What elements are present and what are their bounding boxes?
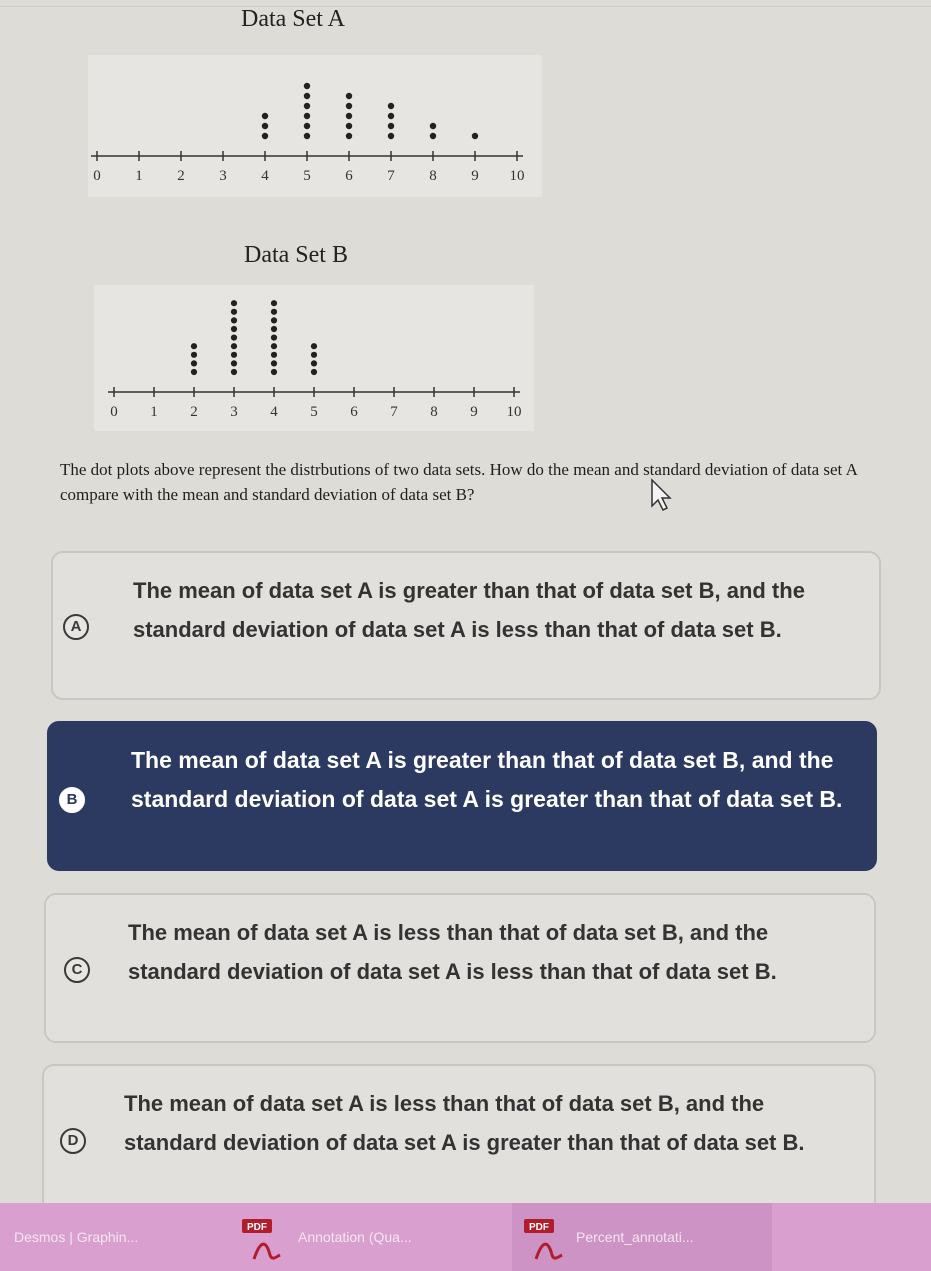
plot-a-dot	[346, 113, 352, 119]
plot-b-dot	[231, 317, 237, 323]
plot-a-tick-label: 10	[509, 168, 525, 184]
svg-text:PDF: PDF	[529, 1222, 549, 1233]
plot-b-tick-label: 4	[270, 404, 278, 420]
plot-a-tick-label: 2	[177, 168, 185, 184]
plot-b-dot	[191, 360, 197, 366]
taskbar-item-percent-label: Percent_annotati...	[576, 1229, 694, 1245]
plot-a-dot	[346, 133, 352, 139]
plot-b-tick-label: 6	[350, 404, 358, 420]
plot-a-svg	[88, 55, 542, 197]
plot-b-dot	[191, 343, 197, 349]
plot-b-dot	[191, 352, 197, 358]
mouse-pointer-icon	[650, 478, 674, 512]
plot-b-tick-label: 3	[230, 404, 238, 420]
plot-b-dot	[271, 369, 277, 375]
choice-c-text: The mean of data set A is less than that of data set B, and the standard deviation of data set A is less than that of data set B.	[128, 920, 777, 984]
choice-b[interactable]	[47, 721, 877, 871]
plot-a-dot	[388, 113, 394, 119]
taskbar-item-desmos-label: Desmos | Graphin...	[14, 1229, 139, 1245]
plot-a-dot	[304, 113, 310, 119]
plot-a-tick-label: 5	[303, 168, 311, 184]
question-text: The dot plots above represent the distrbutions of two data sets. How do the mean and standard deviation of data set A compare with the mean and standard deviation of data set B?	[60, 460, 857, 504]
plot-b-tick-label: 9	[470, 404, 478, 420]
choice-a-text: The mean of data set A is greater than that of data set B, and the standard deviation of data set A is less than that of data set B.	[133, 578, 805, 642]
plot-b-dot	[311, 369, 317, 375]
plot-b-dot	[271, 317, 277, 323]
plot-a-dot	[346, 103, 352, 109]
plot-a-dot	[304, 133, 310, 139]
plot-b-dot	[231, 309, 237, 315]
plot-a-tick-label: 1	[135, 168, 143, 184]
plot-a-dot	[430, 123, 436, 129]
plot-b-dot	[271, 326, 277, 332]
plot-b-title: Data Set B	[244, 242, 348, 268]
plot-b-tick-label: 2	[190, 404, 198, 420]
plot-a-dot	[262, 133, 268, 139]
plot-b-dot	[271, 335, 277, 341]
plot-b-dot	[311, 343, 317, 349]
top-rule	[0, 6, 931, 7]
taskbar-item-annotation[interactable]	[230, 1203, 498, 1271]
plot-a-tick-label: 6	[345, 168, 353, 184]
choice-b-letter: B	[59, 787, 85, 813]
plot-b-dot	[311, 352, 317, 358]
plot-b-tick-label: 8	[430, 404, 438, 420]
plot-a-dot	[262, 113, 268, 119]
plot-b-dot	[311, 360, 317, 366]
taskbar-item-annotation-label: Annotation (Qua...	[298, 1229, 412, 1245]
choice-d-text: The mean of data set A is less than that of data set B, and the standard deviation of data set A is greater than that of data set B.	[124, 1091, 805, 1155]
plot-b-dot	[231, 326, 237, 332]
plot-a-tick-label: 8	[429, 168, 437, 184]
plot-b-dot	[191, 369, 197, 375]
plot-b-tick-label: 7	[390, 404, 398, 420]
choice-b-text: The mean of data set A is greater than that of data set B, and the standard deviation of data set A is greater than that of data set B.	[131, 747, 843, 812]
plot-b-dot	[231, 352, 237, 358]
plot-b-dot	[271, 309, 277, 315]
choice-d-letter: D	[60, 1128, 86, 1154]
plot-a-tick-label: 9	[471, 168, 479, 184]
plot-b-tick-label: 10	[506, 404, 522, 420]
plot-b-dot	[271, 352, 277, 358]
choice-a-letter: A	[63, 614, 89, 640]
pdf-icon	[522, 1217, 568, 1263]
plot-a	[88, 55, 542, 197]
plot-a-tick-label: 7	[387, 168, 395, 184]
plot-a-tick-label: 4	[261, 168, 269, 184]
plot-b	[94, 285, 534, 431]
plot-b-dot	[231, 369, 237, 375]
choice-c[interactable]	[44, 893, 876, 1043]
plot-a-dot	[430, 133, 436, 139]
plot-b-dot	[271, 300, 277, 306]
plot-a-dot	[388, 133, 394, 139]
plot-a-title: Data Set A	[241, 6, 345, 32]
plot-b-tick-label: 0	[110, 404, 118, 420]
plot-a-tick-label: 3	[219, 168, 227, 184]
plot-a-dot	[472, 133, 478, 139]
plot-a-dot	[304, 123, 310, 129]
choice-a[interactable]	[51, 551, 881, 700]
plot-b-dot	[231, 335, 237, 341]
taskbar-item-percent[interactable]	[512, 1203, 772, 1271]
plot-b-dot	[231, 343, 237, 349]
choice-c-letter: C	[64, 957, 90, 983]
plot-a-dot	[388, 123, 394, 129]
plot-a-dot	[388, 103, 394, 109]
plot-b-svg	[94, 285, 534, 431]
plot-a-dot	[304, 83, 310, 89]
plot-b-tick-label: 1	[150, 404, 158, 420]
plot-a-dot	[346, 93, 352, 99]
svg-text:PDF: PDF	[247, 1222, 267, 1233]
plot-b-dot	[231, 360, 237, 366]
choice-d[interactable]	[42, 1064, 876, 1210]
plot-a-dot	[346, 123, 352, 129]
plot-b-dot	[271, 360, 277, 366]
taskbar-item-desmos[interactable]	[0, 1203, 218, 1271]
plot-b-tick-label: 5	[310, 404, 318, 420]
plot-a-dot	[304, 103, 310, 109]
pdf-icon	[240, 1217, 286, 1263]
plot-a-dot	[304, 93, 310, 99]
plot-b-dot	[271, 343, 277, 349]
plot-b-dot	[231, 300, 237, 306]
plot-a-dot	[262, 123, 268, 129]
plot-a-tick-label: 0	[93, 168, 101, 184]
